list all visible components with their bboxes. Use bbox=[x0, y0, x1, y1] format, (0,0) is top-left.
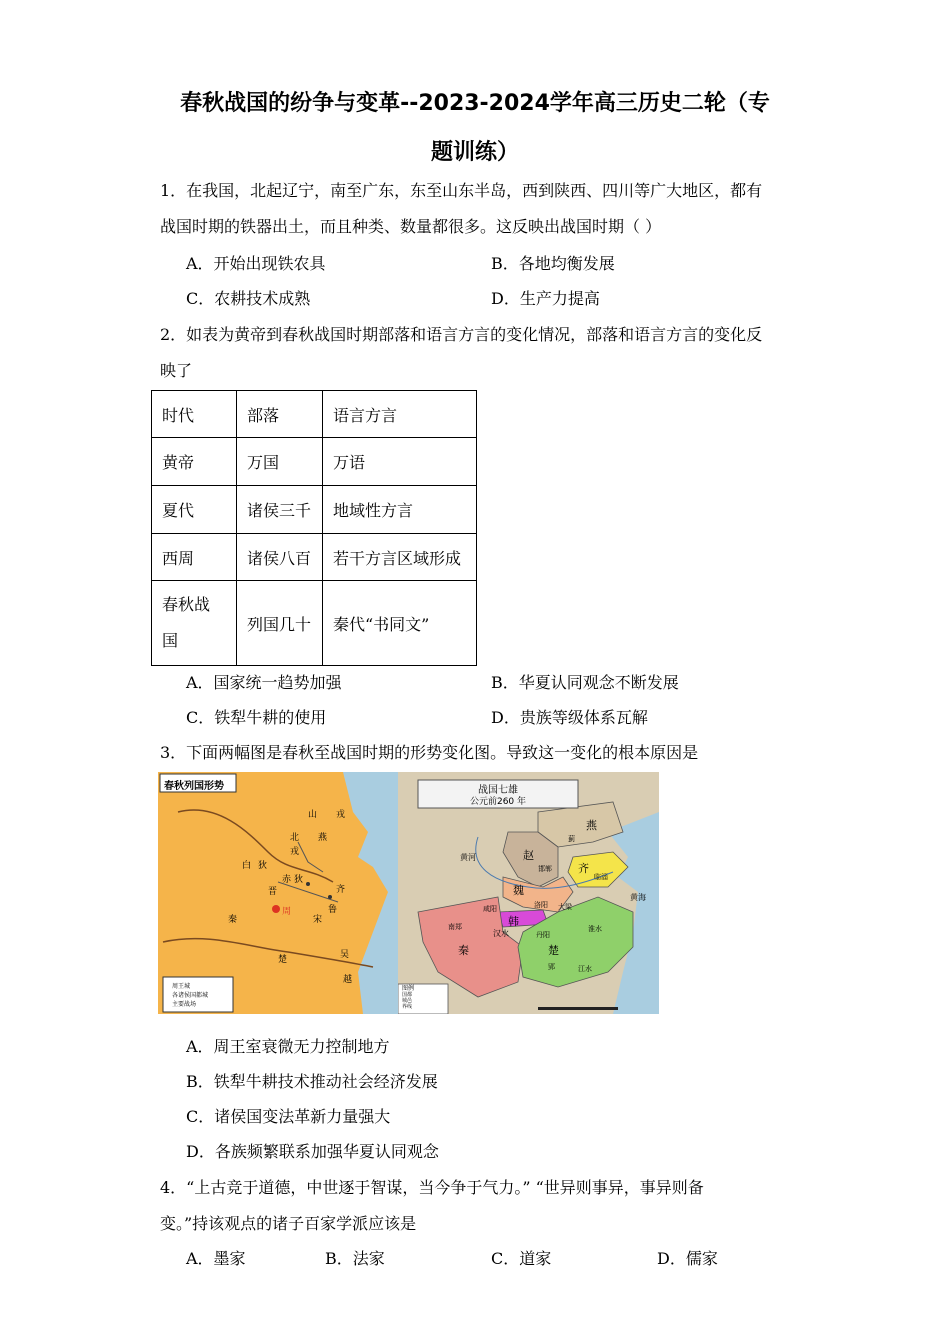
table-row bbox=[152, 534, 477, 581]
state-label: 齐 bbox=[578, 862, 589, 875]
q4-option-a[interactable]: A．墨家 bbox=[186, 1249, 246, 1268]
spring-autumn-map-title: 春秋列国形势 bbox=[164, 781, 224, 792]
q2-option-a[interactable]: A．国家统一趋势加强 bbox=[186, 673, 342, 692]
table-cell: 列国几十 bbox=[237, 581, 323, 666]
state-label: 韩 bbox=[508, 915, 519, 928]
map-label: 戎 bbox=[290, 847, 300, 857]
place-label: 南郑 bbox=[448, 923, 462, 931]
state-label: 秦 bbox=[458, 944, 469, 957]
table-cell: 万语 bbox=[323, 438, 477, 486]
map-label: 越 bbox=[343, 975, 353, 985]
q4-option-d[interactable]: D．儒家 bbox=[657, 1249, 718, 1268]
q2-table bbox=[151, 390, 477, 666]
place-label: 丹阳 bbox=[536, 931, 550, 939]
q2-option-b[interactable]: B．华夏认同观念不断发展 bbox=[491, 673, 679, 692]
legend-item: 城邑 bbox=[402, 998, 413, 1004]
q3-option-a[interactable]: A．周王室衰微无力控制地方 bbox=[186, 1037, 390, 1056]
q1-option-c[interactable]: C．农耕技术成熟 bbox=[186, 289, 311, 308]
spring-autumn-map-image bbox=[158, 772, 398, 1014]
map-label: 狄 bbox=[258, 861, 268, 871]
table-cell: 若干方言区域形成 bbox=[323, 534, 477, 581]
table-cell: 诸侯八百 bbox=[237, 534, 323, 581]
table-cell: 万国 bbox=[237, 438, 323, 486]
warring-states-map-title: 战国七雄 bbox=[478, 785, 518, 796]
legend-item: 界线 bbox=[402, 1004, 413, 1010]
table-cell: 部落 bbox=[237, 391, 323, 438]
q1-option-b[interactable]: B．各地均衡发展 bbox=[491, 254, 615, 273]
q1-option-a[interactable]: A．开始出现铁农具 bbox=[186, 254, 326, 273]
page-title: 春秋战国的纷争与变革--2023-2024学年高三历史二轮（专 bbox=[180, 91, 770, 116]
table-cell: 黄帝 bbox=[152, 438, 237, 486]
map-label: 赤 bbox=[282, 875, 292, 885]
place-label: 淮水 bbox=[588, 925, 602, 933]
state-label: 燕 bbox=[586, 819, 597, 832]
q3-option-d[interactable]: D．各族频繁联系加强华夏认同观念 bbox=[186, 1142, 439, 1161]
legend-item: 主要战场 bbox=[172, 1001, 197, 1008]
table-cell: 语言方言 bbox=[323, 391, 477, 438]
q3-stem: 3．下面两幅图是春秋至战国时期的形势变化图。导致这一变化的根本原因是 bbox=[160, 743, 699, 762]
warring-states-map bbox=[398, 772, 659, 1014]
map-legend bbox=[402, 986, 414, 1010]
place-label: 蓟 bbox=[568, 835, 575, 843]
place-label: 洛阳 bbox=[534, 901, 548, 909]
table-cell: 秦代“书同文” bbox=[323, 581, 477, 666]
q3-option-b[interactable]: B．铁犁牛耕技术推动社会经济发展 bbox=[186, 1072, 438, 1091]
place-label: 大梁 bbox=[558, 903, 572, 911]
table-cell: 西周 bbox=[152, 534, 237, 581]
q4-stem-cont: 变。”持该观点的诸子百家学派应该是 bbox=[160, 1214, 417, 1233]
place-label: 江水 bbox=[578, 965, 592, 973]
map-label: 吴 bbox=[340, 950, 350, 960]
map-label: 狄 bbox=[294, 875, 304, 885]
table-cell: 时代 bbox=[152, 391, 237, 438]
map-label: 山 bbox=[308, 810, 318, 820]
map-label: 北 bbox=[290, 833, 300, 843]
page-title-cont: 题训练） bbox=[430, 140, 519, 165]
state-label: 魏 bbox=[513, 884, 524, 897]
table-cell: 诸侯三千 bbox=[237, 486, 323, 534]
q2-stem: 2．如表为黄帝到春秋战国时期部落和语言方言的变化情况，部落和语言方言的变化反 bbox=[160, 325, 763, 344]
legend-item: 周王城 bbox=[172, 983, 191, 990]
table-cell bbox=[152, 581, 237, 666]
place-label: 黄河 bbox=[460, 853, 476, 862]
q2-option-d[interactable]: D．贵族等级体系瓦解 bbox=[491, 708, 648, 727]
map-label: 晋 bbox=[268, 887, 278, 897]
map-label: 白 bbox=[242, 861, 252, 871]
table-row bbox=[152, 391, 477, 438]
q1-option-d[interactable]: D．生产力提高 bbox=[491, 289, 600, 308]
q3-option-c[interactable]: C．诸侯国变法革新力量强大 bbox=[186, 1107, 391, 1126]
table-row bbox=[152, 581, 477, 666]
map-legend bbox=[172, 982, 208, 1009]
state-label: 楚 bbox=[548, 944, 559, 957]
warring-states-map-subtitle: 公元前260 年 bbox=[469, 797, 527, 807]
legend-item: 国都 bbox=[402, 992, 413, 998]
table-cell: 夏代 bbox=[152, 486, 237, 534]
spring-autumn-map bbox=[158, 772, 398, 1014]
warring-states-map-image bbox=[398, 772, 659, 1014]
table-row bbox=[152, 438, 477, 486]
map-label: 齐 bbox=[336, 885, 346, 895]
map-label: 周 bbox=[282, 907, 292, 917]
legend-title: 图例 bbox=[402, 985, 415, 992]
map-label: 燕 bbox=[318, 833, 328, 843]
cell-text-cont: 国 bbox=[162, 631, 179, 650]
state-label: 赵 bbox=[523, 849, 534, 862]
legend-item: 各诸侯国都城 bbox=[172, 992, 209, 999]
q4-option-c[interactable]: C．道家 bbox=[491, 1249, 552, 1268]
q2-option-c[interactable]: C．铁犁牛耕的使用 bbox=[186, 708, 327, 727]
place-label: 临淄 bbox=[594, 873, 608, 881]
place-label: 汉水 bbox=[493, 929, 509, 938]
cell-text: 春秋战 bbox=[162, 595, 211, 614]
place-label: 黄海 bbox=[630, 893, 646, 902]
map-label: 秦 bbox=[228, 915, 238, 925]
table-cell: 地域性方言 bbox=[323, 486, 477, 534]
map-label: 楚 bbox=[278, 955, 288, 965]
map-label: 戎 bbox=[336, 810, 346, 820]
map-label: 鲁 bbox=[328, 905, 338, 915]
q2-stem-cont: 映了 bbox=[160, 361, 193, 380]
q4-stem: 4．“上古竞于道德，中世逐于智谋，当今争于气力。” “世异则事异，事异则备 bbox=[160, 1178, 704, 1197]
map-label: 宋 bbox=[313, 915, 323, 925]
q4-option-b[interactable]: B．法家 bbox=[325, 1249, 385, 1268]
place-label: 邯郸 bbox=[538, 865, 552, 873]
place-label: 咸阳 bbox=[483, 905, 497, 913]
table-row bbox=[152, 486, 477, 534]
q1-stem: 1．在我国，北起辽宁，南至广东，东至山东半岛，西到陕西、四川等广大地区，都有 bbox=[160, 181, 763, 200]
q1-stem-cont: 战国时期的铁器出土，而且种类、数量都很多。这反映出战国时期（ ） bbox=[160, 217, 662, 236]
place-label: 郢 bbox=[548, 963, 555, 971]
